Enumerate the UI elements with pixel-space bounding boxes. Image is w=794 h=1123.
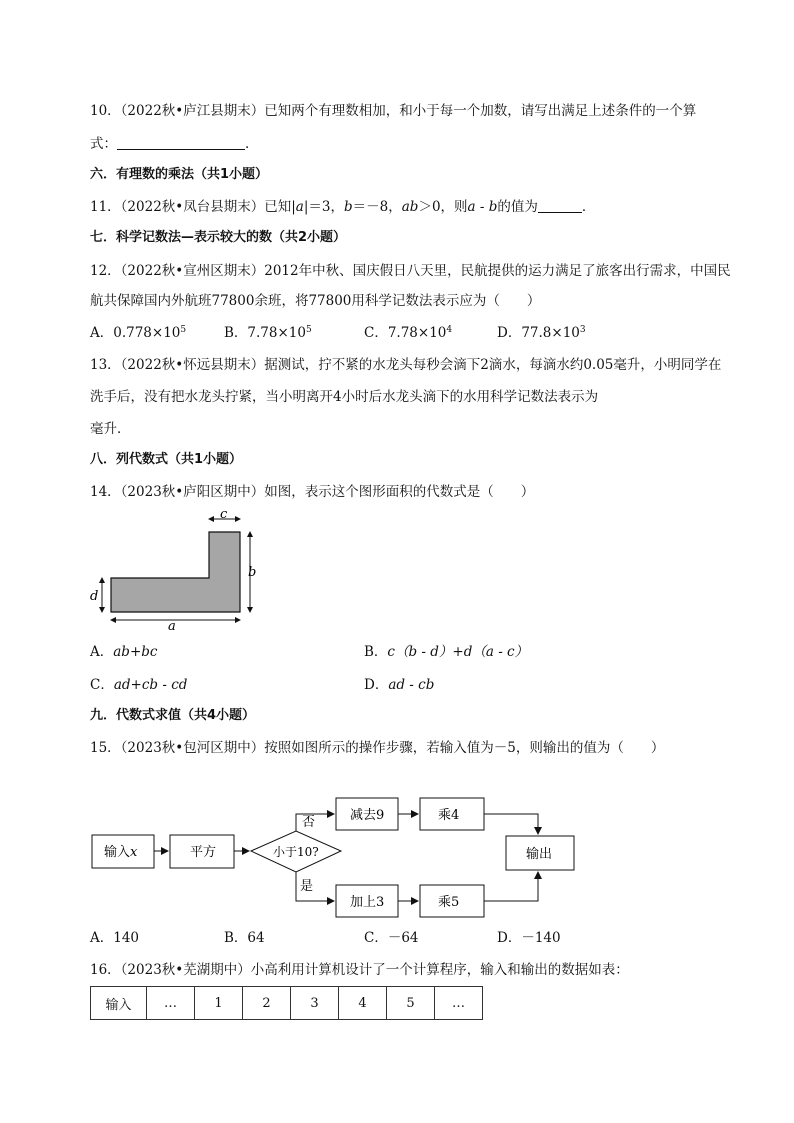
q10-line1: 10．（2022秋•庐江县期末）已知两个有理数相加，和小于每一个加数，请写出满足上述条件的一个算 [90, 103, 697, 119]
q11-line [90, 198, 595, 216]
q11-text-2: |＝3， [303, 199, 344, 215]
table-cell: 4 [339, 987, 387, 1020]
q16-table [90, 986, 483, 1020]
q15-option-c: C．－64 [364, 930, 419, 946]
l-shape [111, 532, 240, 612]
q13-line1: 13．（2022秋•怀远县期末）据测试，拧不紧的水龙头每秒会滴下2滴水，每滴水约0.05毫升，小明同学在 [90, 357, 722, 373]
q12-option-d-exp: 3 [579, 325, 586, 335]
q12-option-b [224, 324, 312, 342]
section-7-heading: 七．科学记数法—表示较大的数（共2小题） [90, 230, 347, 245]
q15-option-d: D．－140 [497, 930, 561, 946]
q14-line1: 14．（2023秋•庐阳区期中）如图，表示这个图形面积的代数式是（ ） [90, 484, 535, 500]
q13-line3: 毫升． [90, 421, 131, 437]
section-9-heading: 九．代数式求值（共4小题） [90, 708, 256, 723]
q10-line2 [90, 135, 259, 153]
flow-decision-label: 小于10? [273, 845, 319, 859]
q15-option-a: A．140 [90, 930, 140, 946]
q11-var-ab: ab [401, 199, 419, 215]
q14-option-b [364, 643, 528, 661]
q12-option-a-base: A．0.778×10 [90, 325, 181, 341]
table-cell: 5 [387, 987, 435, 1020]
q10-answer-blank [117, 137, 245, 150]
q16-line1: 16．（2023秋•芜湖期中）小高利用计算机设计了一个计算程序，输入和输出的数据如表： [90, 962, 629, 978]
q12-option-c [364, 324, 452, 342]
arrow-mul4-to-output [484, 814, 538, 834]
label-a: a [168, 619, 176, 634]
table-cell: 3 [291, 987, 339, 1020]
q14-option-d-letter: D． [364, 677, 389, 693]
q11-var-b: b [344, 199, 353, 215]
q12-option-d [497, 324, 586, 342]
flow-mul4-label: 乘4 [438, 808, 460, 823]
q14-option-a-letter: A． [90, 644, 114, 660]
q13-line2: 洗手后，没有把水龙头拧紧，当小明离开4小时后水龙头滴下的水用科学记数法表示为 [90, 389, 599, 405]
q10-suffix: ． [245, 136, 259, 152]
q12-option-b-exp: 5 [305, 325, 312, 335]
label-b: b [248, 565, 257, 580]
q11-text-7: ． [581, 199, 596, 215]
q12-option-b-base: B．7.78×10 [224, 325, 306, 341]
q14-option-b-letter: B． [364, 644, 388, 660]
q11-text-4: ＞0，则 [418, 199, 468, 215]
q11-var-a2: a [467, 199, 476, 215]
table-cell: 1 [195, 987, 243, 1020]
q12-option-a-exp: 5 [180, 325, 187, 335]
table-cell: 2 [243, 987, 291, 1020]
table-cell: … [435, 987, 483, 1020]
q11-text-5: - [475, 199, 489, 215]
l-shape-figure [84, 506, 274, 636]
q12-option-a [90, 324, 186, 342]
flow-no-label: 否 [302, 815, 316, 830]
q11-text-6: 的值为 [497, 199, 538, 215]
q14-option-c-letter: C． [90, 677, 114, 693]
section-8-heading: 八．列代数式（共1小题） [90, 452, 243, 467]
arrow-mul5-to-output [484, 872, 538, 901]
q10-prefix: 式： [90, 136, 117, 152]
q12-line2: 航共保障国内外航班77800余班，将77800用科学记数法表示应为（ ） [90, 293, 541, 309]
q12-option-c-base: C．7.78×10 [364, 325, 447, 341]
q14-option-a-expr: ab+bc [113, 644, 158, 660]
flow-mul5-label: 乘5 [438, 895, 460, 910]
label-c: c [220, 507, 228, 522]
q15-line1: 15．（2023秋•包河区期中）按照如图所示的操作步骤，若输入值为－5，则输出的值为（ ） [90, 740, 665, 756]
flow-sub9-label: 减去9 [350, 808, 385, 823]
table-row [91, 987, 483, 1020]
q12-option-d-base: D．77.8×10 [497, 325, 580, 341]
q11-text-3: ＝－8， [352, 199, 402, 215]
flowchart [86, 780, 586, 925]
q12-option-c-exp: 4 [446, 325, 453, 335]
flow-square-label: 平方 [190, 845, 217, 860]
flow-add3-label: 加上3 [350, 895, 385, 910]
flow-output-label: 输出 [526, 847, 553, 862]
flow-yes-label: 是 [300, 879, 314, 894]
q12-line1: 12．（2022秋•宣州区期末）2012年中秋、国庆假日八天里，民航提供的运力满足了旅客出行需求，中国民 [90, 263, 731, 279]
q14-option-c-expr: ad+cb - cd [113, 677, 188, 693]
flow-input-text: 输入 [104, 845, 131, 860]
q14-option-a [90, 643, 157, 661]
section-6-heading: 六．有理数的乘法（共1小题） [90, 167, 269, 182]
flow-input-label [104, 844, 138, 860]
q14-option-b-expr: c（b - d）+d（a - c） [387, 644, 529, 660]
q11-var-b2: b [488, 199, 498, 215]
q14-option-c [90, 676, 187, 694]
q11-var-a: a [295, 199, 304, 215]
q15-option-b: B．64 [224, 930, 265, 946]
q11-text-1: 11．（2022秋•凤台县期末）已知| [90, 199, 296, 215]
flow-input-var: x [130, 845, 138, 860]
q14-option-d-expr: ad - cb [388, 677, 435, 693]
q11-answer-blank [538, 200, 582, 213]
label-d: d [90, 589, 99, 604]
table-cell: … [147, 987, 195, 1020]
q14-option-d [364, 676, 434, 694]
table-cell: 输入 [91, 987, 147, 1020]
